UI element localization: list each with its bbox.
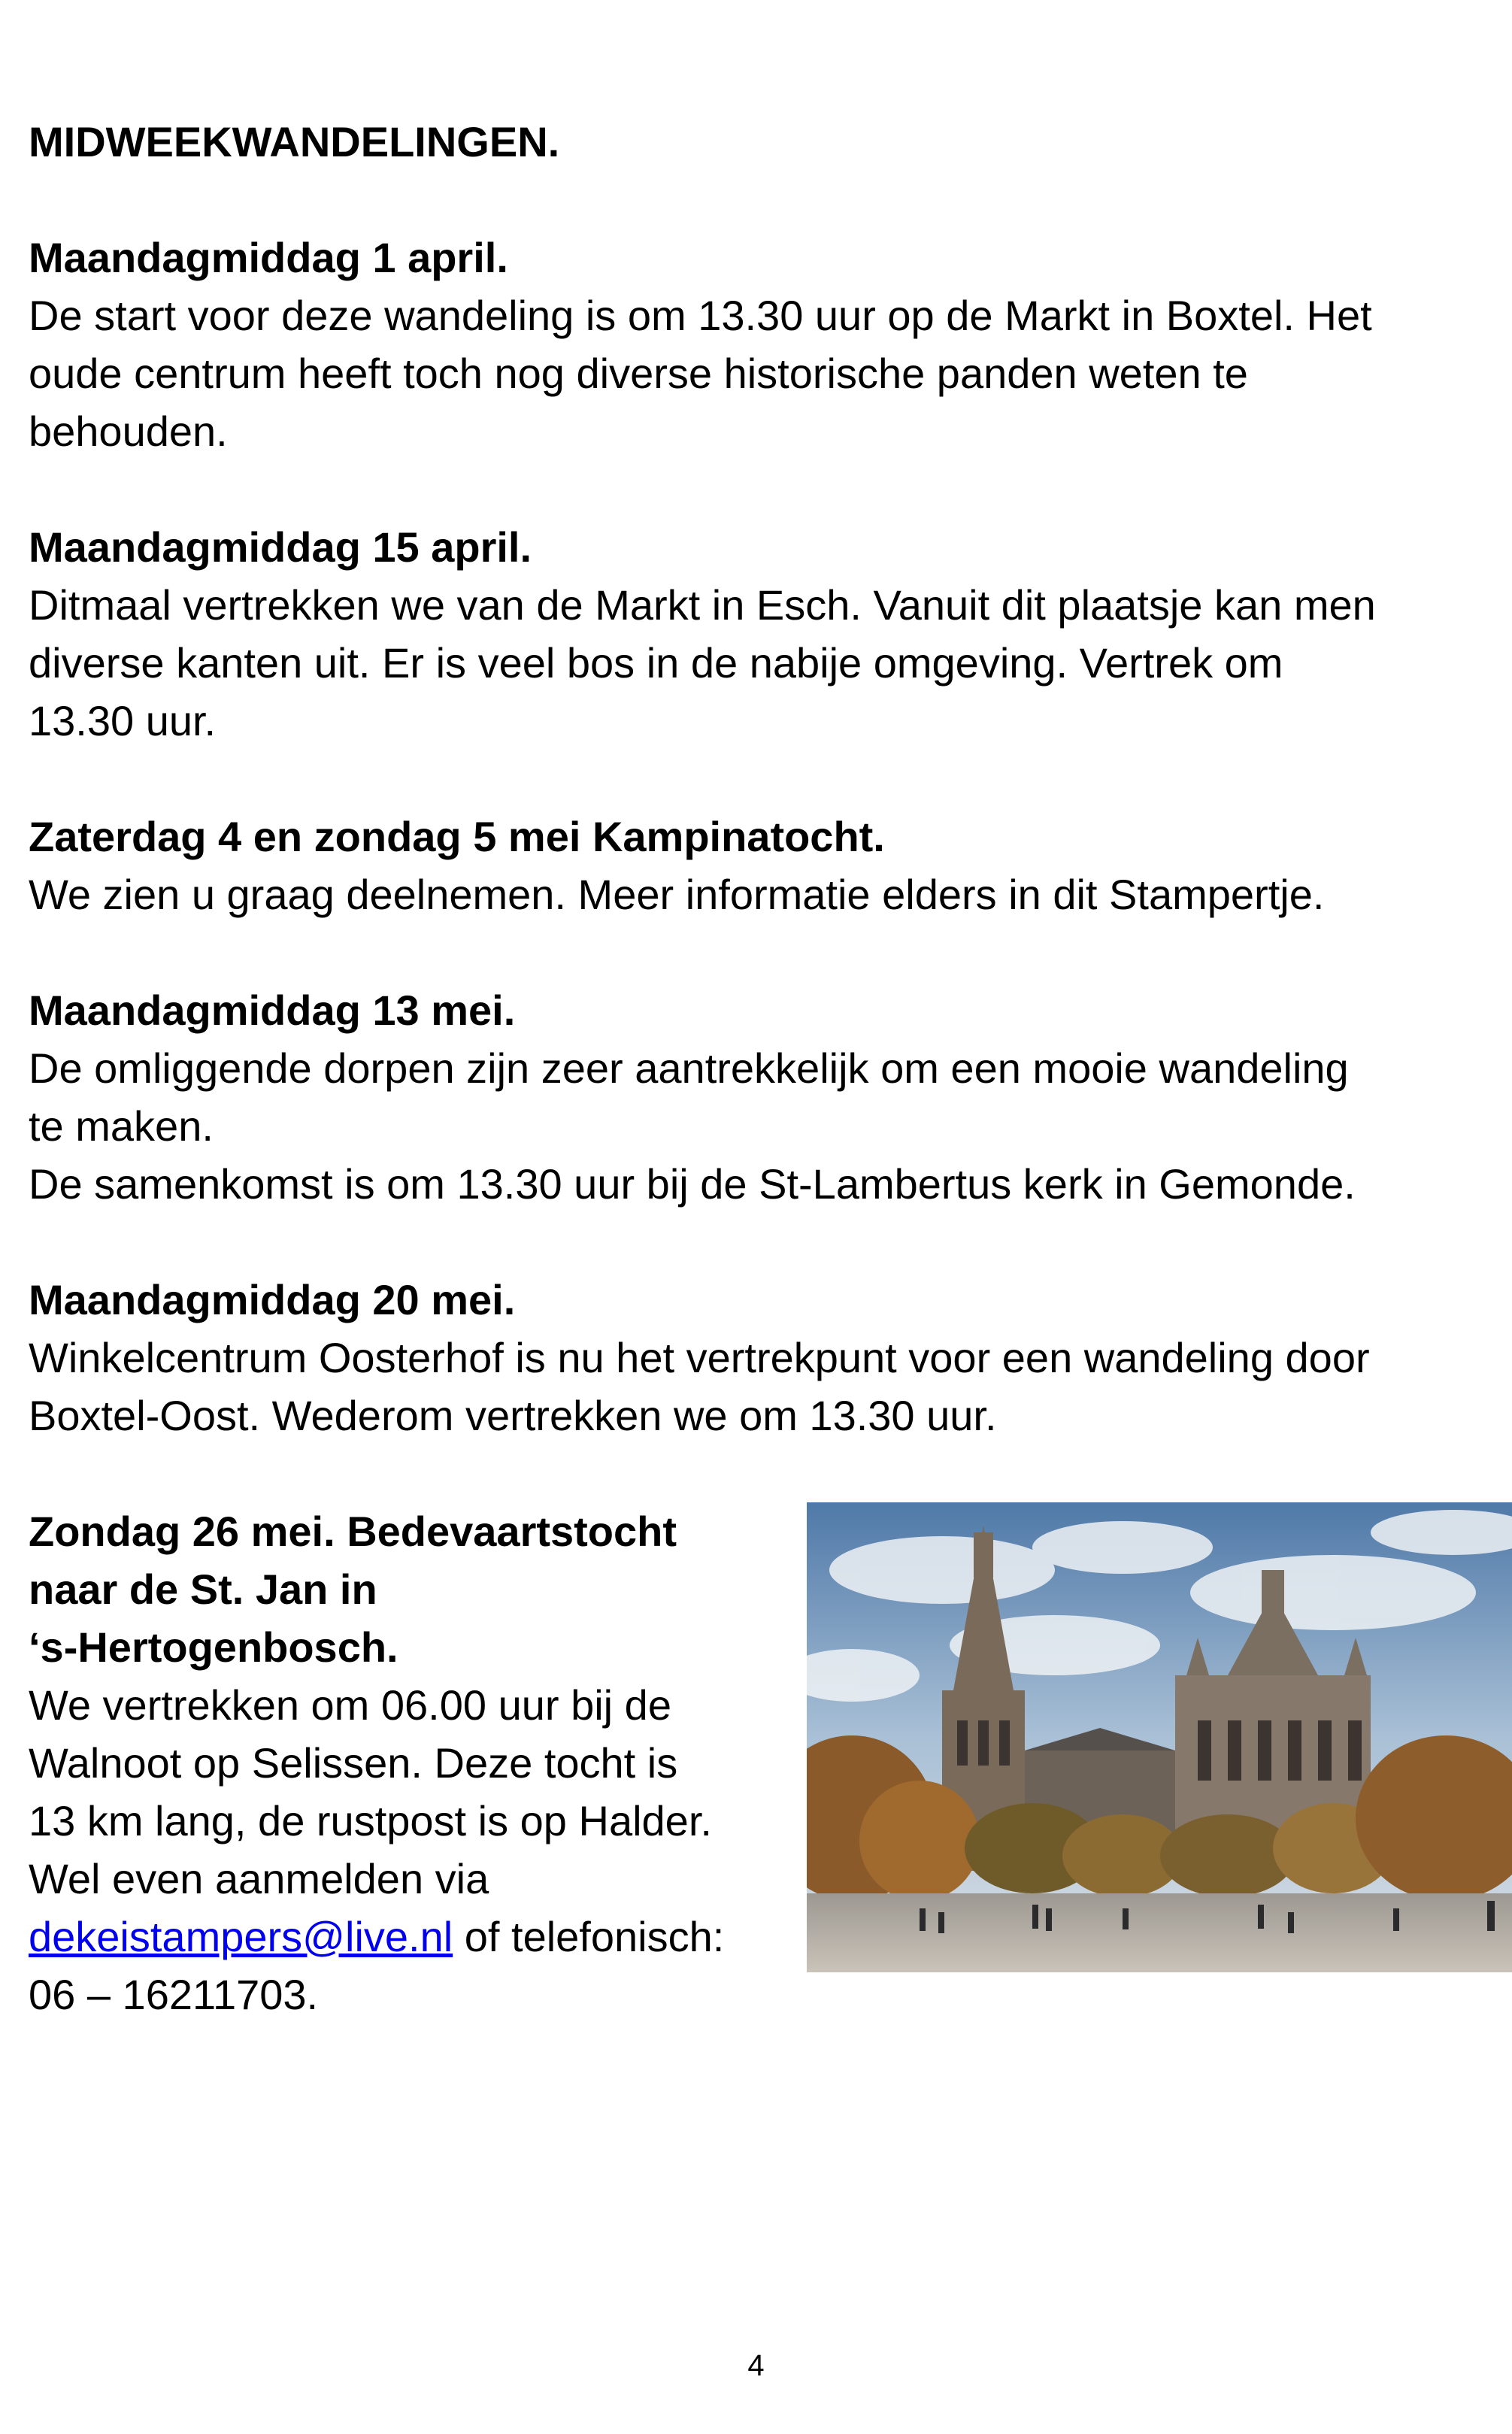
email-suffix: of telefonisch: — [453, 1913, 725, 1960]
body-line: Winkelcentrum Oosterhof is nu het vertrekpunt voor een wandeling door — [29, 1334, 1370, 1381]
body-line: behouden. — [29, 408, 228, 455]
body-line: We vertrekken om 06.00 uur bij de — [29, 1681, 671, 1729]
walk-section-2 — [29, 518, 1502, 750]
walk-section-4 — [29, 981, 1502, 1213]
body-line: Ditmaal vertrekken we van de Markt in Esch. Vanuit dit plaatsje kan men — [29, 581, 1376, 629]
body-line: Walnoot op Selissen. Deze tocht is — [29, 1739, 678, 1787]
walk-section-5 — [29, 1271, 1502, 1444]
section-heading: Zondag 26 mei. Bedevaartstocht — [29, 1508, 677, 1555]
body-line: We zien u graag deelnemen. Meer informatie elders in dit Stampertje. — [29, 871, 1325, 918]
body-line: Boxtel-Oost. Wederom vertrekken we om 13.30 uur. — [29, 1392, 997, 1439]
body-line: oude centrum heeft toch nog diverse historische panden weten te — [29, 350, 1248, 397]
section-heading: naar de St. Jan in — [29, 1566, 377, 1613]
phone-number: 06 – 16211703. — [29, 1971, 319, 2018]
section-heading: ‘s-Hertogenbosch. — [29, 1623, 398, 1671]
body-line: te maken. — [29, 1102, 214, 1150]
section-heading: Maandagmiddag 1 april. — [29, 234, 508, 281]
body-line: De start voor deze wandeling is om 13.30 uur op de Markt in Boxtel. Het — [29, 292, 1372, 339]
section-heading: Maandagmiddag 13 mei. — [29, 987, 516, 1034]
walk-section-3 — [29, 808, 1502, 923]
body-line: diverse kanten uit. Er is veel bos in de nabije omgeving. Vertrek om — [29, 639, 1283, 687]
cathedral-photo — [807, 1502, 1512, 1972]
body-line: 13 km lang, de rustpost is op Halder. — [29, 1797, 712, 1844]
body-line: De omliggende dorpen zijn zeer aantrekkelijk om een mooie wandeling — [29, 1044, 1349, 1092]
walk-section-1 — [29, 229, 1502, 460]
section-heading: Maandagmiddag 20 mei. — [29, 1276, 516, 1323]
page-title: MIDWEEKWANDELINGEN. — [29, 118, 560, 165]
page-number: 4 — [747, 2349, 765, 2382]
body-line: De samenkomst is om 13.30 uur bij de St-Lambertus kerk in Gemonde. — [29, 1160, 1356, 1208]
body-line: Wel even aanmelden via — [29, 1855, 489, 1902]
email-link[interactable]: dekeistampers@live.nl — [29, 1913, 453, 1960]
email-line — [29, 1908, 803, 1966]
body-line: 13.30 uur. — [29, 697, 217, 744]
section-heading: Zaterdag 4 en zondag 5 mei Kampinatocht. — [29, 813, 885, 860]
section-heading: Maandagmiddag 15 april. — [29, 523, 532, 571]
pilgrimage-text — [29, 1502, 803, 2023]
